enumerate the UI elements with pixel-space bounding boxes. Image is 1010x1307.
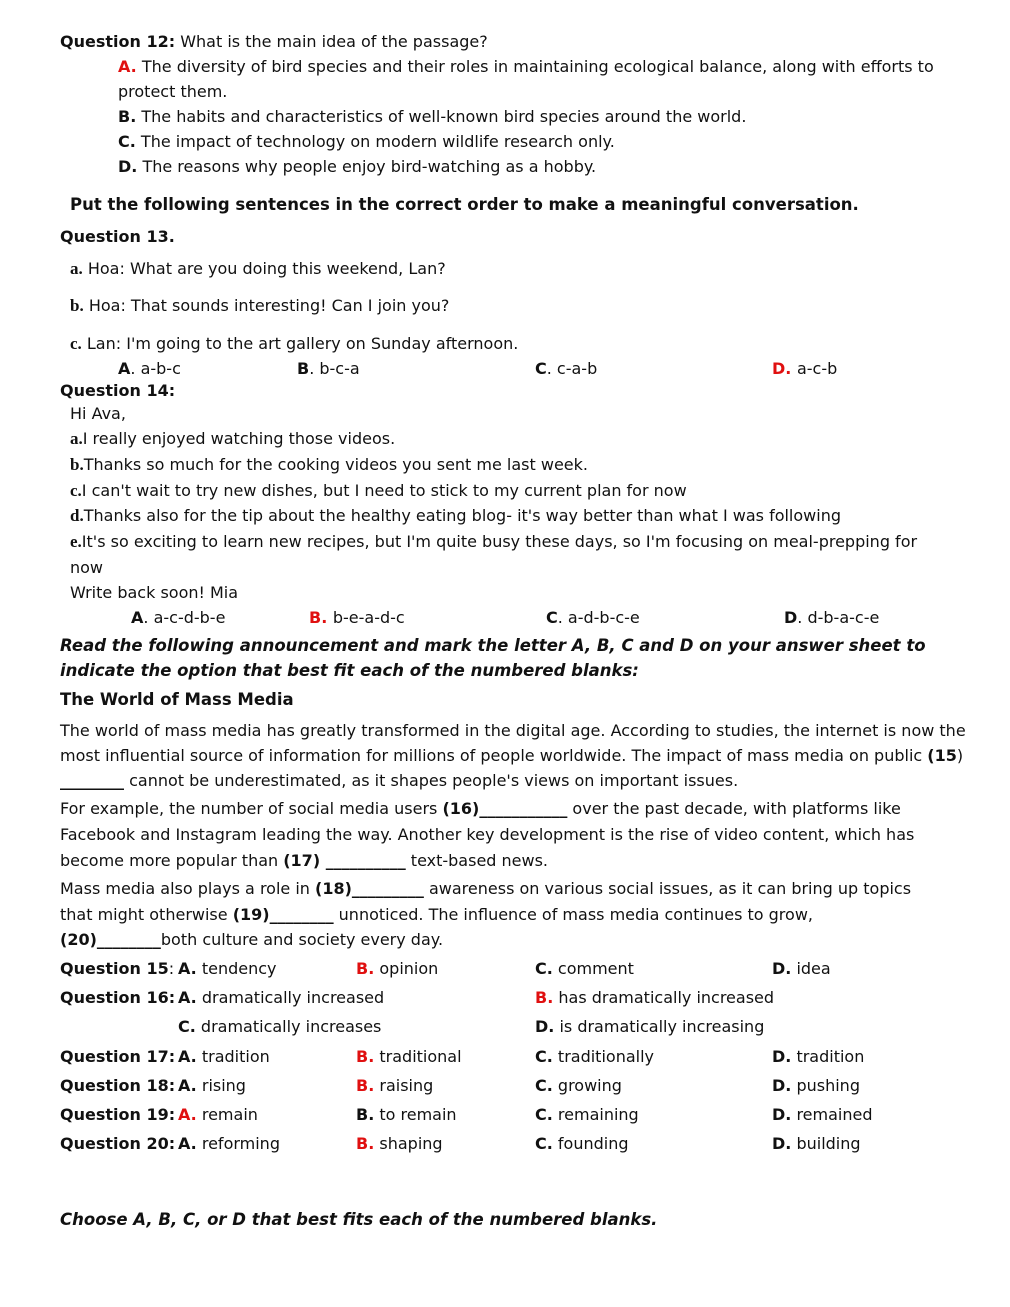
item-text: Hoa: That sounds interesting! Can I join you? (88, 296, 450, 315)
option-sep: . (321, 608, 333, 627)
passage-line (60, 799, 901, 818)
answer-label-15 (60, 959, 174, 978)
option-letter: C. (535, 959, 553, 978)
q14-line-e (70, 532, 917, 552)
option-letter: D (772, 359, 786, 378)
option-letter: D. (772, 959, 792, 978)
label-sep: : (168, 959, 175, 978)
q18-option-d[interactable] (772, 1076, 860, 1095)
q13-line-b (70, 296, 449, 316)
option-sep: . (143, 608, 154, 627)
q13-line-a (70, 259, 446, 279)
answer-label-18: Question 18: (60, 1076, 176, 1095)
option-text: traditionally (557, 1047, 654, 1066)
option-text: dramatically increases (200, 1017, 382, 1036)
option-letter: C. (535, 1134, 553, 1153)
item-letter: c. (70, 481, 82, 500)
q15-option-c[interactable] (535, 959, 634, 978)
passage-line (60, 746, 963, 765)
q20-option-b[interactable] (356, 1134, 443, 1153)
blank-17[interactable]: (17) __________ (283, 851, 406, 870)
q14-option-d[interactable] (784, 608, 879, 627)
q14-line-e-continued: now (70, 558, 104, 577)
option-text: building (796, 1134, 861, 1153)
option-text: c-a-b (556, 359, 598, 378)
option-sep: . (797, 608, 808, 627)
option-text: a-c-b (796, 359, 838, 378)
q13-line-c (70, 334, 518, 354)
item-letter: d. (70, 506, 84, 525)
option-letter: C. (535, 1105, 553, 1124)
option-text: comment (557, 959, 634, 978)
option-text: protect them. (118, 82, 228, 101)
blank-20[interactable]: (20)________ (60, 930, 161, 949)
passage-text: cannot be underestimated, as it shapes people's views on important issues. (124, 771, 739, 790)
option-text: a-d-b-c-e (567, 608, 640, 627)
option-letter: A. (178, 1105, 197, 1124)
q15-option-b[interactable] (356, 959, 438, 978)
section-instruction-line1: Read the following announcement and mark the letter A, B, C and D on your answer sheet to (60, 636, 926, 655)
item-text: It's so exciting to learn new recipes, but I'm quite busy these days, so I'm focusing on meal-prepping for (81, 532, 918, 551)
option-text: founding (557, 1134, 629, 1153)
passage-line (60, 879, 911, 898)
option-text: The impact of technology on modern wildlife research only. (140, 132, 615, 151)
option-letter: B. (535, 988, 554, 1007)
option-letter: D. (772, 1047, 792, 1066)
option-text: reforming (201, 1134, 280, 1153)
q20-option-d[interactable] (772, 1134, 861, 1153)
passage-text: become more popular than (60, 851, 284, 870)
answer-label-20: Question 20: (60, 1134, 176, 1153)
blank-16[interactable]: (16)___________ (442, 799, 568, 818)
passage-line: The world of mass media has greatly transformed in the digital age. According to studies, the internet is now the (60, 721, 966, 740)
passage-line: Facebook and Instagram leading the way. Another key development is the rise of video content, which has (60, 825, 915, 844)
option-letter: D. (772, 1134, 792, 1153)
blank-19[interactable]: (19)________ (232, 905, 334, 924)
option-text: dramatically increased (201, 988, 385, 1007)
passage-text: over the past decade, with platforms like (567, 799, 901, 818)
option-text: tradition (796, 1047, 865, 1066)
option-text: d-b-a-c-e (807, 608, 880, 627)
question-14-label: Question 14: (60, 381, 176, 400)
option-letter: D (784, 608, 798, 627)
option-letter: A. (178, 959, 197, 978)
blank-15[interactable]: ________ (60, 771, 124, 790)
option-sep: . (130, 359, 141, 378)
passage-text: Mass media also plays a role in (60, 879, 315, 898)
item-text: I really enjoyed watching those videos. (82, 429, 396, 448)
option-letter: A. (178, 1076, 197, 1095)
option-text: tendency (201, 959, 277, 978)
answer-label-17: Question 17: (60, 1047, 176, 1066)
option-letter: A. (178, 1047, 197, 1066)
q13-option-d[interactable] (772, 359, 837, 378)
option-sep: . (546, 359, 557, 378)
item-text: Thanks so much for the cooking videos you sent me last week. (83, 455, 588, 474)
passage-text: both culture and society every day. (160, 930, 444, 949)
q14-line-b (70, 455, 588, 475)
option-letter: B. (356, 1134, 375, 1153)
option-letter: A (118, 359, 131, 378)
answer-label-16: Question 16: (60, 988, 176, 1007)
passage-title: The World of Mass Media (60, 690, 294, 709)
option-letter: B. (118, 107, 137, 126)
option-letter: D. (535, 1017, 555, 1036)
option-text: b-e-a-d-c (332, 608, 405, 627)
option-letter: D. (772, 1105, 792, 1124)
q17-option-a[interactable] (178, 1047, 270, 1066)
item-text: Thanks also for the tip about the healthy eating blog- it's way better than what I was following (83, 506, 841, 525)
option-text: has dramatically increased (558, 988, 775, 1007)
option-letter: D. (118, 157, 138, 176)
option-letter: C (546, 608, 558, 627)
question-12 (60, 32, 488, 51)
item-text: Lan: I'm going to the art gallery on Sunday afternoon. (86, 334, 519, 353)
passage-text: unnoticed. The influence of mass media continues to grow, (333, 905, 813, 924)
q16-option-c[interactable] (178, 1017, 381, 1036)
option-letter: B. (356, 1076, 375, 1095)
letter-greeting: Hi Ava, (70, 404, 126, 423)
option-text: idea (796, 959, 831, 978)
passage-line (60, 930, 443, 949)
passage-text: ) (956, 746, 964, 765)
q20-option-c[interactable] (535, 1134, 629, 1153)
option-text: remained (796, 1105, 873, 1124)
blank-18[interactable]: (18)_________ (315, 879, 424, 898)
question-label: Question 12: (60, 32, 176, 51)
passage-line (60, 771, 738, 790)
passage-line (60, 905, 813, 924)
option-text: a-b-c (140, 359, 181, 378)
section-instruction-blanks: Choose A, B, C, or D that best fits each of the numbered blanks. (60, 1210, 658, 1229)
option-sep: . (557, 608, 568, 627)
q14-option-a[interactable] (131, 608, 225, 627)
option-letter: C. (118, 132, 136, 151)
item-letter: c. (70, 334, 82, 353)
passage-text: awareness on various social issues, as it can bring up topics (423, 879, 912, 898)
q12-option-d[interactable] (118, 157, 596, 176)
option-text: The habits and characteristics of well-known bird species around the world. (141, 107, 747, 126)
option-text: remain (201, 1105, 258, 1124)
option-text: opinion (379, 959, 439, 978)
option-letter: A. (178, 988, 197, 1007)
q18-option-b[interactable] (356, 1076, 433, 1095)
option-letter: B (309, 608, 322, 627)
q19-option-c[interactable] (535, 1105, 639, 1124)
q17-option-c[interactable] (535, 1047, 654, 1066)
q19-option-a[interactable] (178, 1105, 258, 1124)
option-text: The diversity of bird species and their roles in maintaining ecological balance, along with efforts to (141, 57, 934, 76)
option-letter: A. (178, 1134, 197, 1153)
item-letter: a. (70, 429, 83, 448)
passage-text: most influential source of information for millions of people worldwide. The impact of mass media on public (60, 746, 928, 765)
item-letter: a. (70, 259, 83, 278)
item-text: Hoa: What are you doing this weekend, Lan? (87, 259, 446, 278)
q12-option-a-continued (118, 82, 227, 101)
item-letter: b. (70, 455, 84, 474)
question-label: Question 15 (60, 959, 169, 978)
q20-option-a[interactable] (178, 1134, 280, 1153)
option-letter: C. (535, 1076, 553, 1095)
option-text: rising (201, 1076, 246, 1095)
q14-option-b[interactable] (309, 608, 405, 627)
q17-option-d[interactable] (772, 1047, 864, 1066)
item-letter: e. (70, 532, 82, 551)
option-letter: A. (118, 57, 137, 76)
option-letter: D. (772, 1076, 792, 1095)
q19-option-b[interactable] (356, 1105, 457, 1124)
option-text: to remain (379, 1105, 457, 1124)
q19-option-d[interactable] (772, 1105, 873, 1124)
blank-number: (15 (927, 746, 957, 765)
option-text: pushing (796, 1076, 860, 1095)
option-text: b-c-a (319, 359, 360, 378)
option-text: traditional (379, 1047, 462, 1066)
section-heading-conversation: Put the following sentences in the correct order to make a meaningful conversation. (70, 195, 859, 214)
answer-label-19: Question 19: (60, 1105, 176, 1124)
option-text: tradition (201, 1047, 270, 1066)
q16-option-b[interactable] (535, 988, 774, 1007)
passage-text: text-based news. (405, 851, 549, 870)
option-letter: B. (356, 1047, 375, 1066)
option-letter: C. (178, 1017, 196, 1036)
option-text: a-c-d-b-e (153, 608, 226, 627)
question-13-label: Question 13. (60, 227, 175, 246)
option-sep: . (785, 359, 797, 378)
q15-option-d[interactable] (772, 959, 831, 978)
q13-option-c[interactable] (535, 359, 597, 378)
item-text: I can't wait to try new dishes, but I need to stick to my current plan for now (81, 481, 687, 500)
option-text: remaining (557, 1105, 639, 1124)
q14-line-c (70, 481, 687, 501)
option-text: growing (557, 1076, 622, 1095)
item-letter: b. (70, 296, 84, 315)
q13-option-b[interactable] (297, 359, 360, 378)
section-instruction-line2: indicate the option that best fit each of the numbered blanks: (60, 661, 639, 680)
option-letter: A (131, 608, 144, 627)
option-sep: . (309, 359, 320, 378)
q18-option-a[interactable] (178, 1076, 246, 1095)
q12-option-a[interactable] (118, 57, 934, 76)
q14-line-d (70, 506, 841, 526)
option-text: is dramatically increasing (559, 1017, 765, 1036)
q16-option-a[interactable] (178, 988, 384, 1007)
passage-line (60, 851, 548, 870)
question-text: What is the main idea of the passage? (180, 32, 488, 51)
option-letter: C. (535, 1047, 553, 1066)
q18-option-c[interactable] (535, 1076, 622, 1095)
q17-option-b[interactable] (356, 1047, 462, 1066)
q14-line-a (70, 429, 395, 449)
q13-option-a[interactable] (118, 359, 181, 378)
passage-text: that might otherwise (60, 905, 233, 924)
q14-option-c[interactable] (546, 608, 640, 627)
option-text: raising (379, 1076, 434, 1095)
option-text: shaping (379, 1134, 443, 1153)
letter-closing: Write back soon! Mia (70, 583, 239, 602)
q12-option-b[interactable] (118, 107, 746, 126)
option-letter: B (297, 359, 310, 378)
q16-option-d[interactable] (535, 1017, 764, 1036)
option-letter: B. (356, 959, 375, 978)
option-letter: B. (356, 1105, 375, 1124)
option-letter: C (535, 359, 547, 378)
option-text: The reasons why people enjoy bird-watching as a hobby. (142, 157, 597, 176)
passage-text: For example, the number of social media users (60, 799, 443, 818)
q12-option-c[interactable] (118, 132, 615, 151)
q15-option-a[interactable] (178, 959, 277, 978)
